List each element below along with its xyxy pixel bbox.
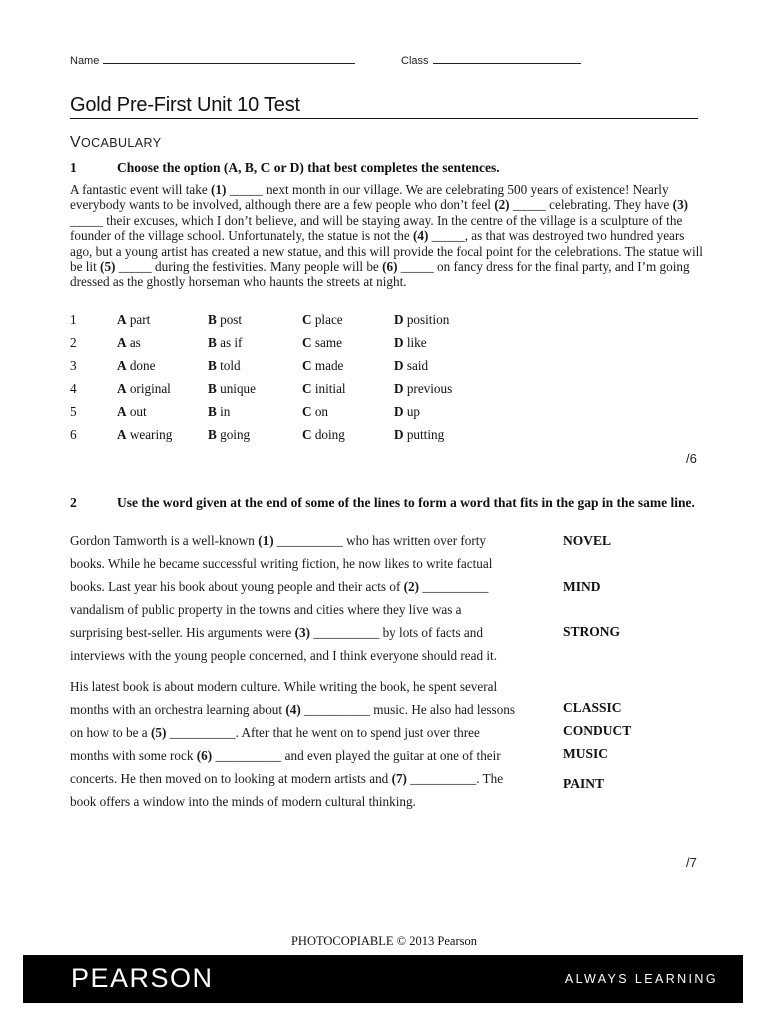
option-letter: A	[117, 427, 127, 442]
passage-text: concerts. He then moved on to looking at modern artists and	[70, 771, 392, 786]
option-text: done	[129, 358, 156, 373]
option-text: original	[129, 381, 171, 396]
option-letter: C	[302, 358, 312, 373]
passage-text: months with an orchestra learning about	[70, 702, 286, 717]
passage-line	[70, 552, 560, 575]
passage-text: _____ during the festivities. Many people will be	[115, 259, 383, 275]
option-c[interactable]	[302, 404, 328, 420]
question-number: 1	[70, 160, 77, 175]
option-a[interactable]	[117, 312, 150, 328]
option-letter: A	[117, 381, 127, 396]
option-c[interactable]	[302, 358, 343, 374]
option-letter: D	[394, 312, 404, 327]
option-letter: A	[117, 404, 127, 419]
item-number: 1	[70, 312, 77, 327]
name-blank-line[interactable]	[103, 53, 355, 64]
passage-line	[70, 675, 560, 698]
option-a[interactable]	[117, 404, 147, 420]
gap-number: (1)	[211, 182, 227, 197]
keyword-mind: MIND	[563, 579, 601, 594]
item-number: 3	[70, 358, 77, 373]
option-row	[70, 335, 490, 358]
option-row	[70, 404, 490, 427]
gap-number: (5)	[150, 725, 167, 740]
name-field	[70, 53, 355, 67]
passage-text: _____ next month in our village. We are celebrating 500 years of existence! Nearly everybody wants to be involved, although there are a few people who don’t feel	[70, 182, 669, 213]
option-row	[70, 427, 490, 450]
option-d[interactable]	[394, 427, 444, 443]
option-text: post	[220, 312, 243, 327]
option-text: in	[220, 404, 231, 419]
name-label: Name	[70, 55, 100, 67]
option-letter: C	[302, 381, 312, 396]
option-text: going	[220, 427, 251, 442]
option-b[interactable]	[208, 404, 230, 420]
question-1-passage	[70, 182, 704, 290]
option-text: said	[406, 358, 429, 373]
passage-text: _____ their excuses, which I don’t believe, and will be staying away. In the centre of the village is a sculpture of the founder of the village school. Unfortunately, the statue is not the	[70, 212, 683, 244]
passage-text: __________	[419, 579, 489, 594]
passage-text: _____, as that was destroyed two hundred years ago, but a young artist has created a new statue, and this will provide the focal point for the celebrations. The statue will be lit	[70, 228, 703, 275]
item-number: 6	[70, 427, 77, 442]
option-text: place	[314, 312, 343, 327]
passage-line	[70, 721, 560, 744]
option-letter: C	[302, 404, 312, 419]
option-c[interactable]	[302, 312, 343, 328]
option-row	[70, 358, 490, 381]
passage-text: __________ and even played the guitar at one of their	[212, 748, 501, 763]
option-letter: D	[394, 381, 404, 396]
option-letter: A	[117, 358, 127, 373]
option-text: previous	[406, 381, 453, 396]
option-text: as if	[220, 335, 243, 350]
keyword-conduct: CONDUCT	[563, 723, 632, 738]
option-letter: D	[394, 427, 404, 442]
option-letter: B	[208, 312, 217, 327]
passage-text: Gordon Tamworth is a well-known	[70, 533, 259, 548]
option-letter: B	[208, 335, 217, 350]
gap-number: (4)	[413, 228, 429, 244]
option-letter: C	[302, 335, 312, 350]
class-blank-line[interactable]	[433, 53, 581, 64]
option-c[interactable]	[302, 381, 346, 397]
passage-text: __________ music. He also had lessons	[300, 702, 516, 717]
passage-text: _____ celebrating. They have	[509, 197, 673, 213]
question-number: 2	[70, 495, 77, 510]
option-text: made	[314, 358, 344, 373]
gap-number: (6)	[196, 748, 213, 763]
passage-line	[70, 598, 560, 621]
option-letter: C	[302, 427, 312, 442]
keyword-paint: PAINT	[563, 776, 605, 791]
option-letter: D	[394, 404, 404, 419]
option-letter: D	[394, 335, 404, 350]
option-a[interactable]	[117, 381, 171, 397]
passage-line	[70, 744, 560, 767]
option-text: up	[406, 404, 421, 419]
passage-line	[70, 529, 560, 552]
gap-number: (3)	[294, 625, 311, 640]
option-a[interactable]	[117, 427, 172, 443]
question-instruction: Choose the option (A, B, C or D) that best completes the sentences.	[117, 160, 500, 175]
passage-text: books. Last year his book about young people and their acts of	[70, 579, 404, 594]
option-text: on	[314, 404, 329, 419]
passage-line	[70, 621, 560, 644]
passage-text: surprising best-seller. His arguments were	[70, 625, 295, 640]
option-d[interactable]	[394, 312, 449, 328]
keyword-music: MUSIC	[563, 746, 609, 761]
passage-line	[70, 575, 560, 598]
passage-text: vandalism of public property in the towns and cities where they live was a	[70, 602, 462, 617]
item-number: 4	[70, 381, 77, 396]
question-1-options	[70, 312, 490, 450]
option-letter: B	[208, 358, 217, 373]
gap-number: (7)	[391, 771, 407, 786]
option-letter: C	[302, 312, 312, 327]
option-d[interactable]	[394, 404, 420, 420]
option-d[interactable]	[394, 358, 428, 374]
option-row	[70, 312, 490, 335]
keyword-classic: CLASSIC	[563, 700, 622, 715]
passage-line	[70, 767, 560, 790]
option-text: part	[129, 312, 151, 327]
option-text: doing	[314, 427, 345, 442]
option-text: same	[314, 335, 342, 350]
keyword-novel: NOVEL	[563, 533, 612, 548]
gap-number: (2)	[494, 197, 510, 213]
gap-number: (6)	[382, 259, 398, 275]
option-letter: B	[208, 381, 217, 396]
section-heading-rest: OCABULARY	[80, 136, 162, 150]
passage-text: __________ who has written over forty	[273, 533, 487, 548]
keyword-strong: STRONG	[563, 624, 621, 639]
option-letter: A	[117, 335, 127, 350]
passage-text: His latest book is about modern culture. While writing the book, he spent several	[70, 679, 498, 694]
option-text: position	[406, 312, 450, 327]
score-box-q2: /7	[686, 855, 697, 870]
question-instruction: Use the word given at the end of some of the lines to form a word that fits in the gap in the same line.	[117, 495, 695, 510]
option-text: unique	[220, 381, 256, 396]
option-a[interactable]	[117, 335, 141, 351]
passage-text: __________. The	[406, 771, 504, 786]
option-text: as	[129, 335, 141, 350]
gap-number: (1)	[258, 533, 274, 548]
publisher-footer-bar	[23, 955, 743, 1003]
option-b[interactable]	[208, 312, 242, 328]
option-text: like	[406, 335, 427, 350]
word-formation-passage-1	[70, 529, 560, 667]
option-text: putting	[406, 427, 445, 442]
option-c[interactable]	[302, 335, 342, 351]
passage-text: __________. After that he went on to spend just over three	[166, 725, 480, 740]
option-b[interactable]	[208, 381, 256, 397]
gap-number: (4)	[285, 702, 301, 717]
class-field	[401, 53, 581, 67]
option-c[interactable]	[302, 427, 345, 443]
gap-number: (3)	[672, 197, 689, 213]
option-a[interactable]	[117, 358, 155, 374]
gap-number: (5)	[100, 259, 116, 275]
item-number: 2	[70, 335, 77, 350]
passage-text: on how to be a	[70, 725, 151, 740]
passage-text: A fantastic event will take	[70, 182, 211, 197]
score-box-q1: /6	[686, 451, 697, 466]
option-text: initial	[314, 381, 346, 396]
copyright-notice: PHOTOCOPIABLE © 2013 Pearson	[290, 934, 477, 948]
option-b[interactable]	[208, 335, 242, 351]
page-title: Gold Pre-First Unit 10 Test	[70, 94, 300, 116]
gap-number: (2)	[403, 579, 420, 594]
option-b[interactable]	[208, 427, 250, 443]
passage-line	[70, 790, 560, 813]
word-formation-passage-2	[70, 675, 560, 813]
option-d[interactable]	[394, 335, 427, 351]
passage-text: book offers a window into the minds of modern cultural thinking.	[70, 794, 416, 809]
option-letter: A	[117, 312, 127, 327]
pearson-logo: PEARSON	[71, 963, 214, 993]
tagline: ALWAYS LEARNING	[564, 972, 718, 986]
option-row	[70, 381, 490, 404]
option-letter: D	[394, 358, 404, 373]
option-text: told	[220, 358, 241, 373]
passage-line	[70, 698, 560, 721]
passage-text: books. While he became successful writing fiction, he now likes to write factual	[70, 556, 493, 571]
passage-text: _____ on fancy dress for the final party, and I’m going dressed as the ghostly horseman who haunts the streets at night.	[70, 259, 690, 290]
option-letter: B	[208, 427, 217, 442]
option-text: out	[129, 404, 147, 419]
section-heading-vocabulary	[70, 134, 161, 152]
option-b[interactable]	[208, 358, 241, 374]
option-d[interactable]	[394, 381, 452, 397]
passage-text: __________ by lots of facts and	[310, 625, 483, 640]
item-number: 5	[70, 404, 77, 419]
class-label: Class	[401, 55, 429, 67]
option-letter: B	[208, 404, 217, 419]
passage-text: interviews with the young people concerned, and I think everyone should read it.	[70, 648, 498, 663]
section-heading-initial: V	[70, 134, 81, 151]
passage-text: months with some rock	[70, 748, 197, 763]
passage-line	[70, 644, 560, 667]
option-text: wearing	[129, 427, 173, 442]
title-divider	[70, 118, 698, 119]
